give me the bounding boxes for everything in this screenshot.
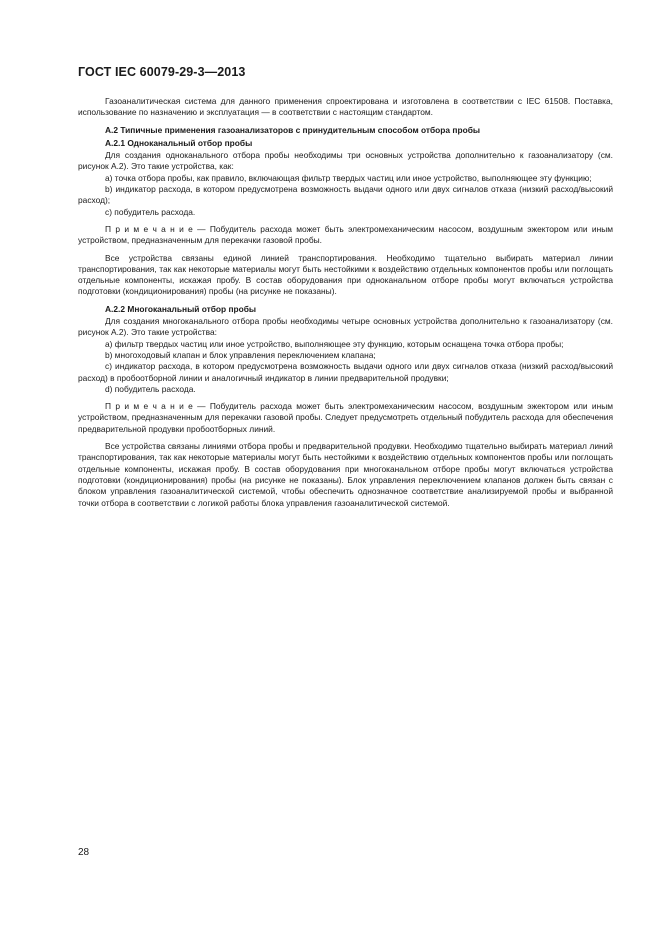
section-a2-heading: А.2 Типичные применения газоанализаторов с принудительным способом отбора пробы	[105, 124, 481, 135]
section-a21-heading: А.2.1 Одноканальный отбор пробы	[105, 137, 253, 148]
a21-list-item-c: с) побудитель расхода.	[105, 206, 196, 217]
intro-paragraph: Газоаналитическая система для данного применения спроектирована и изготовлена в соответствии с IEC 61508. Поставка, использование по назначению и эксплуатация — в соответствии с настоящим стандартом.	[78, 96, 613, 118]
a22-list-item-a: а) фильтр твердых частиц или иное устройство, выполняющее эту функцию, которым оснащена точка отбора пробы;	[105, 338, 564, 349]
a21-list-item-b: b) индикатор расхода, в котором предусмотрена возможность выдачи одного или двух сигналов отказа (низкий расход/высокий расход);	[78, 184, 613, 206]
a22-list-item-b: b) многоходовый клапан и блок управления переключением клапана;	[105, 349, 376, 360]
a22-lead-paragraph: Для создания многоканального отбора пробы необходимы четыре основных устройства дополнительно к газоанализатору (см. рисунок А.2). Это такие устройства:	[78, 316, 613, 338]
a21-list-item-a: а) точка отбора пробы, как правило, включающая фильтр твердых частиц или иное устройство, выполняющее эту функцию;	[105, 172, 592, 183]
a21-closing-paragraph: Все устройства связаны единой линией транспортирования. Необходимо тщательно выбирать материал линии транспортирования, так как некоторые материалы могут быть нестойкими к воздействию отдельных компонентов пробы или поглощать отдельные компоненты, искажая пробу. В состав оборудования при одноканальном отборе пробы могут включаться устройства подготовки (кондиционирования) пробы (на рисунке не показаны).	[78, 252, 613, 297]
a22-note-label: П р и м е ч а н и е	[105, 401, 193, 412]
a22-list-item-d: d) побудитель расхода.	[105, 383, 196, 394]
standard-header: ГОСТ IEC 60079-29-3—2013	[78, 65, 246, 79]
a21-note	[78, 224, 613, 247]
a21-note-text: — Побудитель расхода может быть электромеханическим насосом, воздушным эжектором или иным устройством, предназначенным для перекачки газовой пробы.	[78, 223, 613, 246]
document-body	[78, 96, 613, 509]
page-number: 28	[78, 847, 90, 858]
a22-list-item-c: с) индикатор расхода, в котором предусмотрена возможность выдачи одного или двух сигналов отказа (низкий расход/высокий расход) в пробоотборной линии и аналогичный индикатор в линии предварительной продувки;	[78, 361, 613, 383]
a22-note-text: — Побудитель расхода может быть электромеханическим насосом, воздушным эжектором или иным устройством, предназначенным для перекачки газовой пробы. Следует предусмотреть отдельный побудитель расхода для обеспечения предварительной продувки пробоотборных линий.	[78, 401, 613, 434]
a22-closing-paragraph: Все устройства связаны линиями отбора пробы и предварительной продувки. Необходимо тщательно выбирать материал линий транспортирования, так как некоторые материалы могут быть нестойкими к воздействию отдельных компонентов пробы или поглощать отдельные компоненты, искажая пробу. В состав оборудования при многоканальном отборе пробы могут включаться устройства подготовки (кондиционирования) пробы (на рисунке не показаны). Блок управления переключением клапанов должен быть связан с блоком управления газоаналитической системой, чтобы обеспечить однозначное соответствие анализируемой пробы и выбранной точки отбора в соответствии с логикой работы блока управления газоаналитической системой.	[78, 441, 613, 508]
section-a22-heading: А.2.2 Многоканальный отбор пробы	[105, 303, 257, 314]
a21-lead-paragraph: Для создания одноканального отбора пробы необходимы три основных устройства дополнительно к газоанализатору (см. рисунок А.2). Это такие устройства, как:	[78, 150, 613, 172]
a22-note	[78, 401, 613, 435]
a21-note-label: П р и м е ч а н и е	[105, 223, 193, 234]
